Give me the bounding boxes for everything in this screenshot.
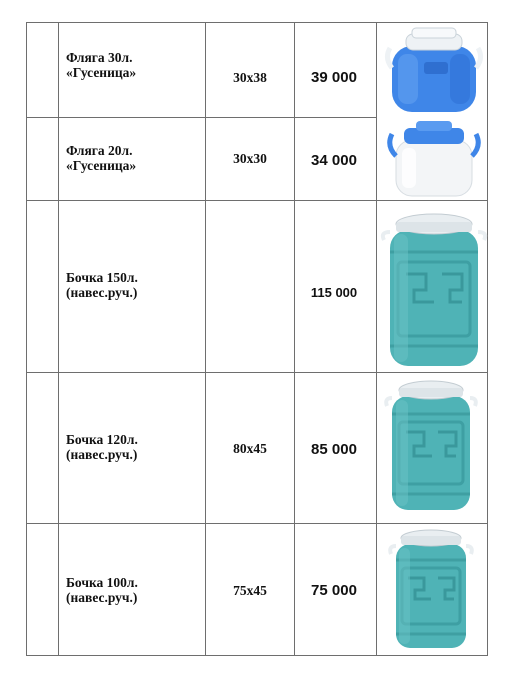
product-price: 75 000 bbox=[311, 582, 357, 599]
table-row-divider bbox=[26, 523, 488, 524]
table-row-divider bbox=[26, 117, 377, 118]
table-border-top bbox=[26, 22, 488, 23]
teal-barrel-100l-image bbox=[388, 526, 474, 652]
table-row-divider bbox=[26, 372, 488, 373]
teal-barrel-150l-image bbox=[380, 208, 488, 370]
product-size: 30х38 bbox=[233, 70, 267, 85]
product-price: 39 000 bbox=[311, 69, 357, 86]
table-border-bottom bbox=[26, 655, 488, 656]
blue-flask-image bbox=[384, 24, 484, 116]
teal-barrel-120l-image bbox=[384, 378, 478, 514]
product-size: 75х45 bbox=[233, 583, 267, 598]
white-flask-image bbox=[386, 118, 482, 198]
product-size: 80х45 bbox=[233, 441, 267, 456]
product-name: Бочка 150л. (навес.руч.) bbox=[66, 270, 138, 300]
product-name: Фляга 30л. «Гусеница» bbox=[66, 50, 137, 80]
product-size: 30х30 bbox=[233, 151, 267, 166]
product-price: 85 000 bbox=[311, 441, 357, 458]
table-row-divider bbox=[26, 200, 488, 201]
product-name: Бочка 100л. (навес.руч.) bbox=[66, 575, 138, 605]
product-name: Фляга 20л. «Гусеница» bbox=[66, 143, 137, 173]
product-price: 115 000 bbox=[310, 285, 358, 300]
product-name: Бочка 120л. (навес.руч.) bbox=[66, 432, 138, 462]
product-price: 34 000 bbox=[311, 152, 357, 169]
